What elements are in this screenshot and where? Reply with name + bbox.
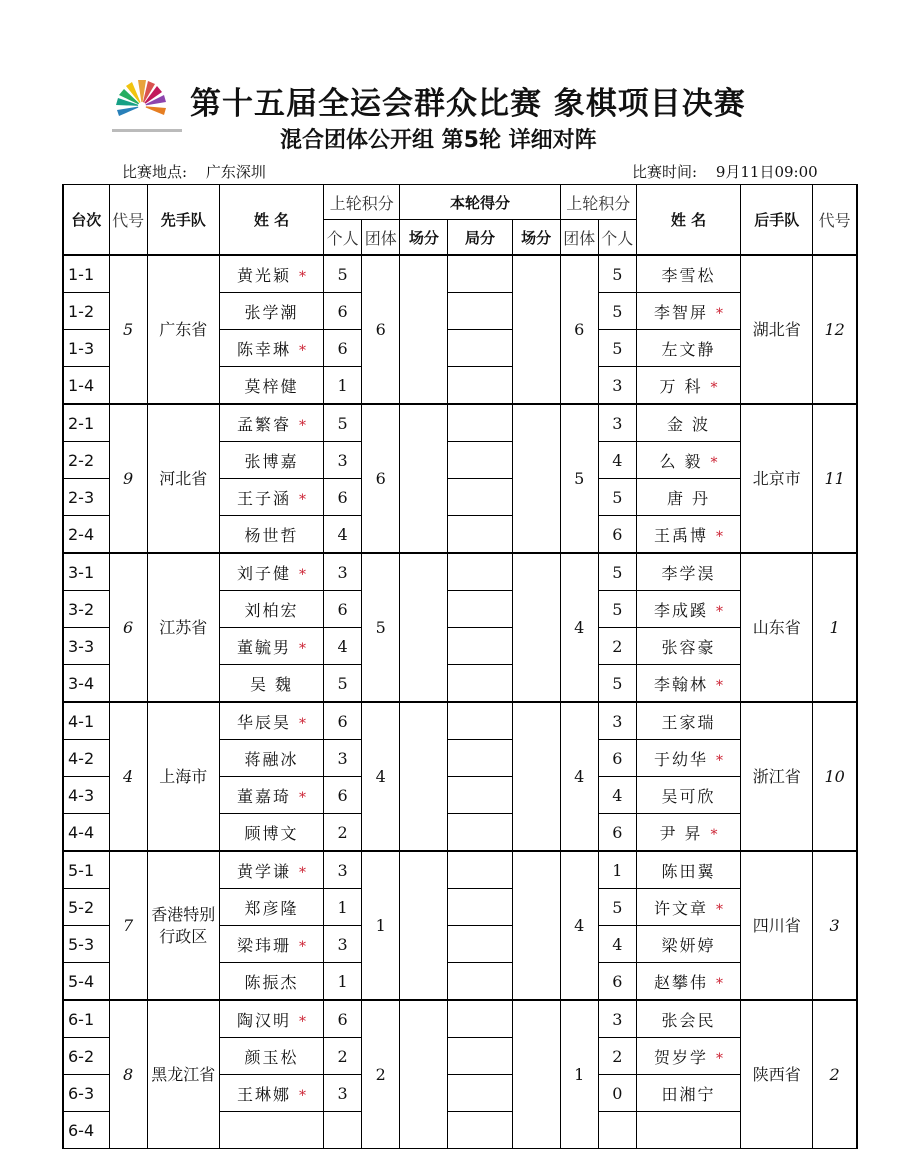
time-value: 9月11日09:00	[715, 163, 818, 181]
personal-score-left: 6	[324, 1000, 362, 1038]
first-move-mark: *	[715, 752, 723, 769]
player-left-name: 陶汉明	[236, 1010, 291, 1030]
game-pts-cell	[448, 1075, 512, 1112]
player-right-name: 张会民	[661, 1010, 716, 1030]
match-pts-right-cell	[512, 1000, 560, 1149]
game-pts-cell	[448, 889, 512, 926]
player-left-name: 王子涵	[236, 488, 291, 508]
personal-score-left: 6	[324, 591, 362, 628]
player-left-name: 董毓男	[236, 637, 291, 657]
match-pts-left-cell	[400, 404, 448, 553]
team-right: 浙江省	[741, 702, 813, 851]
personal-score-left	[324, 1112, 362, 1149]
player-right-name: 吴可欣	[661, 786, 716, 806]
player-right	[636, 963, 740, 1001]
player-left	[219, 367, 323, 405]
team-right: 山东省	[741, 553, 813, 702]
team-left: 香港特别行政区	[147, 851, 219, 1000]
board-number: 2-2	[63, 442, 109, 479]
player-left	[219, 851, 323, 889]
player-left	[219, 740, 323, 777]
player-right	[636, 1075, 740, 1112]
personal-score-right: 4	[598, 777, 636, 814]
code-right: 1	[813, 553, 857, 702]
player-right-name: 李雪松	[661, 265, 716, 285]
game-pts-cell	[448, 851, 512, 889]
personal-score-left: 3	[324, 851, 362, 889]
team-score-left: 2	[362, 1000, 400, 1149]
player-right-name: 张容豪	[661, 637, 716, 657]
game-pts-cell	[448, 1112, 512, 1149]
game-pts-cell	[448, 963, 512, 1001]
header-team-right: 团体	[560, 220, 598, 256]
match-pts-right-cell	[512, 553, 560, 702]
code-right: 11	[813, 404, 857, 553]
personal-score-left: 5	[324, 665, 362, 703]
team-score-right: 4	[560, 702, 598, 851]
first-move-mark: *	[298, 789, 306, 806]
personal-score-right: 5	[598, 293, 636, 330]
player-right	[636, 516, 740, 554]
board-row	[63, 851, 857, 889]
player-right-name: 于幼华	[653, 749, 708, 769]
board-number: 2-3	[63, 479, 109, 516]
header-match-pts-right: 场分	[512, 220, 560, 256]
player-left-name: 刘柏宏	[244, 600, 299, 620]
player-right	[636, 367, 740, 405]
board-number: 1-2	[63, 293, 109, 330]
personal-score-right: 4	[598, 442, 636, 479]
games-logo-icon	[112, 76, 188, 140]
header-prev-score-right: 上轮积分	[560, 185, 636, 220]
personal-score-left: 6	[324, 293, 362, 330]
match-pts-right-cell	[512, 702, 560, 851]
board-number: 6-1	[63, 1000, 109, 1038]
board-number: 4-4	[63, 814, 109, 852]
match-pts-right-cell	[512, 255, 560, 404]
player-left	[219, 1075, 323, 1112]
player-right	[636, 814, 740, 852]
board-number: 6-4	[63, 1112, 109, 1149]
code-left: 5	[109, 255, 147, 404]
personal-score-right: 5	[598, 553, 636, 591]
player-left	[219, 1112, 323, 1149]
personal-score-left: 3	[324, 1075, 362, 1112]
board-number: 5-1	[63, 851, 109, 889]
match-pts-left-cell	[400, 702, 448, 851]
player-right	[636, 591, 740, 628]
board-number: 2-1	[63, 404, 109, 442]
personal-score-left: 1	[324, 367, 362, 405]
game-pts-cell	[448, 516, 512, 554]
player-left	[219, 702, 323, 740]
header-team-left: 团体	[362, 220, 400, 256]
first-move-mark: *	[298, 715, 306, 732]
game-pts-cell	[448, 814, 512, 852]
header-personal-left: 个人	[324, 220, 362, 256]
board-number: 5-4	[63, 963, 109, 1001]
player-left	[219, 777, 323, 814]
player-right	[636, 293, 740, 330]
player-right	[636, 255, 740, 293]
board-number: 6-3	[63, 1075, 109, 1112]
first-move-mark: *	[298, 268, 306, 285]
header-match-pts-left: 场分	[400, 220, 448, 256]
first-move-mark: *	[298, 864, 306, 881]
first-move-mark: *	[710, 379, 718, 396]
team-left: 广东省	[147, 255, 219, 404]
player-right-name: 唐 丹	[666, 488, 711, 508]
game-pts-cell	[448, 479, 512, 516]
page-subtitle: 混合团体公开组 第5轮 详细对阵	[280, 128, 597, 153]
first-move-mark: *	[298, 417, 306, 434]
player-right-name: 王禹博	[653, 525, 708, 545]
board-number: 4-3	[63, 777, 109, 814]
player-left	[219, 1000, 323, 1038]
venue-value: 广东深圳	[205, 163, 266, 181]
player-left	[219, 1038, 323, 1075]
team-score-left: 5	[362, 553, 400, 702]
player-left-name: 黄光颖	[236, 265, 291, 285]
first-move-mark: *	[710, 454, 718, 471]
personal-score-left: 3	[324, 553, 362, 591]
board-number: 3-1	[63, 553, 109, 591]
first-move-mark: *	[715, 975, 723, 992]
code-left: 8	[109, 1000, 147, 1149]
player-right-name: 李学淏	[661, 563, 716, 583]
header-name-left: 姓 名	[219, 185, 323, 256]
game-pts-cell	[448, 926, 512, 963]
personal-score-right: 5	[598, 591, 636, 628]
first-move-mark: *	[298, 640, 306, 657]
player-left	[219, 814, 323, 852]
player-right-name: 金 波	[666, 414, 711, 434]
page-title: 第十五届全运会群众比赛 象棋项目决赛	[190, 86, 746, 122]
venue-info	[122, 161, 280, 182]
player-left	[219, 404, 323, 442]
player-left-name: 郑彦隆	[244, 898, 299, 918]
game-pts-cell	[448, 628, 512, 665]
player-left	[219, 255, 323, 293]
player-right	[636, 553, 740, 591]
player-right-name: 李翰林	[653, 674, 708, 694]
personal-score-right: 2	[598, 1038, 636, 1075]
board-number: 2-4	[63, 516, 109, 554]
player-left	[219, 963, 323, 1001]
code-right: 12	[813, 255, 857, 404]
header-personal-right: 个人	[598, 220, 636, 256]
player-left	[219, 889, 323, 926]
player-left-name: 孟繁睿	[236, 414, 291, 434]
board-number: 6-2	[63, 1038, 109, 1075]
personal-score-left: 6	[324, 777, 362, 814]
match-pts-right-cell	[512, 404, 560, 553]
first-move-mark: *	[298, 491, 306, 508]
personal-score-left: 1	[324, 889, 362, 926]
personal-score-right: 4	[598, 926, 636, 963]
player-right	[636, 442, 740, 479]
player-right	[636, 777, 740, 814]
player-left-name: 吴 魏	[249, 674, 294, 694]
personal-score-left: 5	[324, 255, 362, 293]
player-left	[219, 293, 323, 330]
team-score-left: 6	[362, 255, 400, 404]
player-left-name: 颜玉松	[244, 1047, 299, 1067]
player-left	[219, 330, 323, 367]
player-right	[636, 1000, 740, 1038]
board-number: 5-2	[63, 889, 109, 926]
first-move-mark: *	[298, 1013, 306, 1030]
player-right-name: 陈田翼	[661, 861, 716, 881]
personal-score-left: 1	[324, 963, 362, 1001]
player-left	[219, 628, 323, 665]
player-right-name: 李成蹊	[653, 600, 708, 620]
first-move-mark: *	[298, 1087, 306, 1104]
player-left	[219, 665, 323, 703]
pairing-table	[62, 184, 858, 1149]
player-right-name: 王家瑞	[661, 712, 716, 732]
player-left	[219, 591, 323, 628]
player-right-name: 赵攀伟	[653, 972, 708, 992]
player-left-name: 张博嘉	[244, 451, 299, 471]
game-pts-cell	[448, 404, 512, 442]
personal-score-right: 6	[598, 814, 636, 852]
player-right-name: 万 科	[659, 376, 703, 396]
game-pts-cell	[448, 740, 512, 777]
personal-score-right: 1	[598, 851, 636, 889]
team-right: 陕西省	[741, 1000, 813, 1149]
personal-score-right: 6	[598, 516, 636, 554]
game-pts-cell	[448, 330, 512, 367]
first-move-mark: *	[715, 603, 723, 620]
board-row	[63, 1000, 857, 1038]
team-left: 河北省	[147, 404, 219, 553]
player-right-name: 贺岁学	[653, 1047, 708, 1067]
header-game-pts: 局分	[448, 220, 512, 256]
time-info	[632, 161, 832, 182]
player-right	[636, 851, 740, 889]
personal-score-right: 5	[598, 479, 636, 516]
player-left	[219, 442, 323, 479]
board-number: 1-3	[63, 330, 109, 367]
game-pts-cell	[448, 1000, 512, 1038]
time-label: 比赛时间:	[632, 163, 698, 181]
personal-score-right: 3	[598, 702, 636, 740]
player-left-name: 董嘉琦	[236, 786, 291, 806]
player-right	[636, 404, 740, 442]
team-score-right: 5	[560, 404, 598, 553]
board-row	[63, 553, 857, 591]
code-left: 7	[109, 851, 147, 1000]
board-number: 4-1	[63, 702, 109, 740]
match-pts-left-cell	[400, 553, 448, 702]
header-table-no: 台次	[63, 185, 109, 256]
player-right	[636, 1112, 740, 1149]
game-pts-cell	[448, 293, 512, 330]
personal-score-right: 5	[598, 889, 636, 926]
header-round-score: 本轮得分	[400, 185, 560, 220]
player-left-name: 梁玮珊	[236, 935, 291, 955]
header-name-right: 姓 名	[636, 185, 740, 256]
game-pts-cell	[448, 1038, 512, 1075]
board-number: 3-4	[63, 665, 109, 703]
player-right-name: 梁妍婷	[661, 935, 716, 955]
code-right: 3	[813, 851, 857, 1000]
player-right-name: 许文章	[653, 898, 708, 918]
first-move-mark: *	[298, 938, 306, 955]
first-move-mark: *	[710, 826, 718, 843]
team-score-right: 1	[560, 1000, 598, 1149]
player-left	[219, 516, 323, 554]
player-left-name: 莫梓健	[244, 376, 299, 396]
venue-label: 比赛地点:	[122, 163, 188, 181]
team-score-left: 1	[362, 851, 400, 1000]
player-right-name: 李智屏	[653, 302, 708, 322]
player-right-name: 左文静	[661, 339, 716, 359]
player-right	[636, 740, 740, 777]
code-right: 2	[813, 1000, 857, 1149]
player-left-name: 蒋融冰	[244, 749, 299, 769]
code-right: 10	[813, 702, 857, 851]
personal-score-left: 3	[324, 740, 362, 777]
player-left-name: 王琳娜	[236, 1084, 291, 1104]
first-move-mark: *	[298, 342, 306, 359]
team-left: 上海市	[147, 702, 219, 851]
game-pts-cell	[448, 777, 512, 814]
team-right: 湖北省	[741, 255, 813, 404]
player-left-name: 刘子健	[236, 563, 291, 583]
team-right: 四川省	[741, 851, 813, 1000]
first-move-mark: *	[715, 305, 723, 322]
personal-score-right: 5	[598, 255, 636, 293]
personal-score-left: 2	[324, 1038, 362, 1075]
personal-score-right: 5	[598, 330, 636, 367]
player-right-name: 尹 昇	[659, 823, 703, 843]
team-left: 黑龙江省	[147, 1000, 219, 1149]
header-second-team: 后手队	[741, 185, 813, 256]
game-pts-cell	[448, 553, 512, 591]
personal-score-left: 5	[324, 404, 362, 442]
personal-score-left: 6	[324, 479, 362, 516]
game-pts-cell	[448, 665, 512, 703]
match-pts-left-cell	[400, 1000, 448, 1149]
game-pts-cell	[448, 442, 512, 479]
team-score-right: 4	[560, 553, 598, 702]
board-number: 3-3	[63, 628, 109, 665]
header-prev-score-left: 上轮积分	[324, 185, 400, 220]
personal-score-right: 0	[598, 1075, 636, 1112]
header-first-team: 先手队	[147, 185, 219, 256]
personal-score-right	[598, 1112, 636, 1149]
player-right	[636, 479, 740, 516]
match-pts-left-cell	[400, 255, 448, 404]
board-number: 1-4	[63, 367, 109, 405]
personal-score-right: 5	[598, 665, 636, 703]
game-pts-cell	[448, 367, 512, 405]
team-score-left: 6	[362, 404, 400, 553]
player-left-name: 陈振杰	[244, 972, 299, 992]
team-left: 江苏省	[147, 553, 219, 702]
player-right	[636, 926, 740, 963]
game-pts-cell	[448, 702, 512, 740]
player-right	[636, 665, 740, 703]
personal-score-left: 6	[324, 702, 362, 740]
player-right	[636, 330, 740, 367]
board-row	[63, 702, 857, 740]
pairing-body	[63, 255, 857, 1149]
board-number: 4-2	[63, 740, 109, 777]
match-pts-left-cell	[400, 851, 448, 1000]
board-number: 3-2	[63, 591, 109, 628]
code-left: 4	[109, 702, 147, 851]
player-right	[636, 1038, 740, 1075]
header-code-right: 代号	[813, 185, 857, 256]
board-number: 1-1	[63, 255, 109, 293]
player-left	[219, 553, 323, 591]
player-left-name: 张学潮	[244, 302, 299, 322]
personal-score-right: 3	[598, 367, 636, 405]
first-move-mark: *	[715, 901, 723, 918]
personal-score-left: 3	[324, 442, 362, 479]
first-move-mark: *	[715, 1050, 723, 1067]
personal-score-right: 3	[598, 404, 636, 442]
personal-score-left: 6	[324, 330, 362, 367]
personal-score-left: 4	[324, 628, 362, 665]
first-move-mark: *	[715, 528, 723, 545]
code-left: 9	[109, 404, 147, 553]
first-move-mark: *	[715, 677, 723, 694]
personal-score-left: 3	[324, 926, 362, 963]
personal-score-left: 2	[324, 814, 362, 852]
player-left	[219, 926, 323, 963]
board-row	[63, 255, 857, 293]
team-score-right: 4	[560, 851, 598, 1000]
player-left-name: 陈幸琳	[236, 339, 291, 359]
personal-score-right: 6	[598, 963, 636, 1001]
header-code-left: 代号	[109, 185, 147, 256]
game-pts-cell	[448, 591, 512, 628]
player-right	[636, 702, 740, 740]
match-pts-right-cell	[512, 851, 560, 1000]
personal-score-left: 4	[324, 516, 362, 554]
board-row	[63, 404, 857, 442]
player-right-name: 么 毅	[659, 451, 703, 471]
player-left-name: 顾博文	[244, 823, 299, 843]
player-left-name: 黄学谦	[236, 861, 291, 881]
player-left-name: 华辰昊	[236, 712, 291, 732]
player-left-name: 杨世哲	[244, 525, 299, 545]
player-right	[636, 889, 740, 926]
personal-score-right: 2	[598, 628, 636, 665]
player-right-name: 田湘宁	[661, 1084, 716, 1104]
team-score-left: 4	[362, 702, 400, 851]
personal-score-right: 6	[598, 740, 636, 777]
player-right	[636, 628, 740, 665]
team-right: 北京市	[741, 404, 813, 553]
player-left	[219, 479, 323, 516]
team-score-right: 6	[560, 255, 598, 404]
board-number: 5-3	[63, 926, 109, 963]
code-left: 6	[109, 553, 147, 702]
game-pts-cell	[448, 255, 512, 293]
first-move-mark: *	[298, 566, 306, 583]
personal-score-right: 3	[598, 1000, 636, 1038]
